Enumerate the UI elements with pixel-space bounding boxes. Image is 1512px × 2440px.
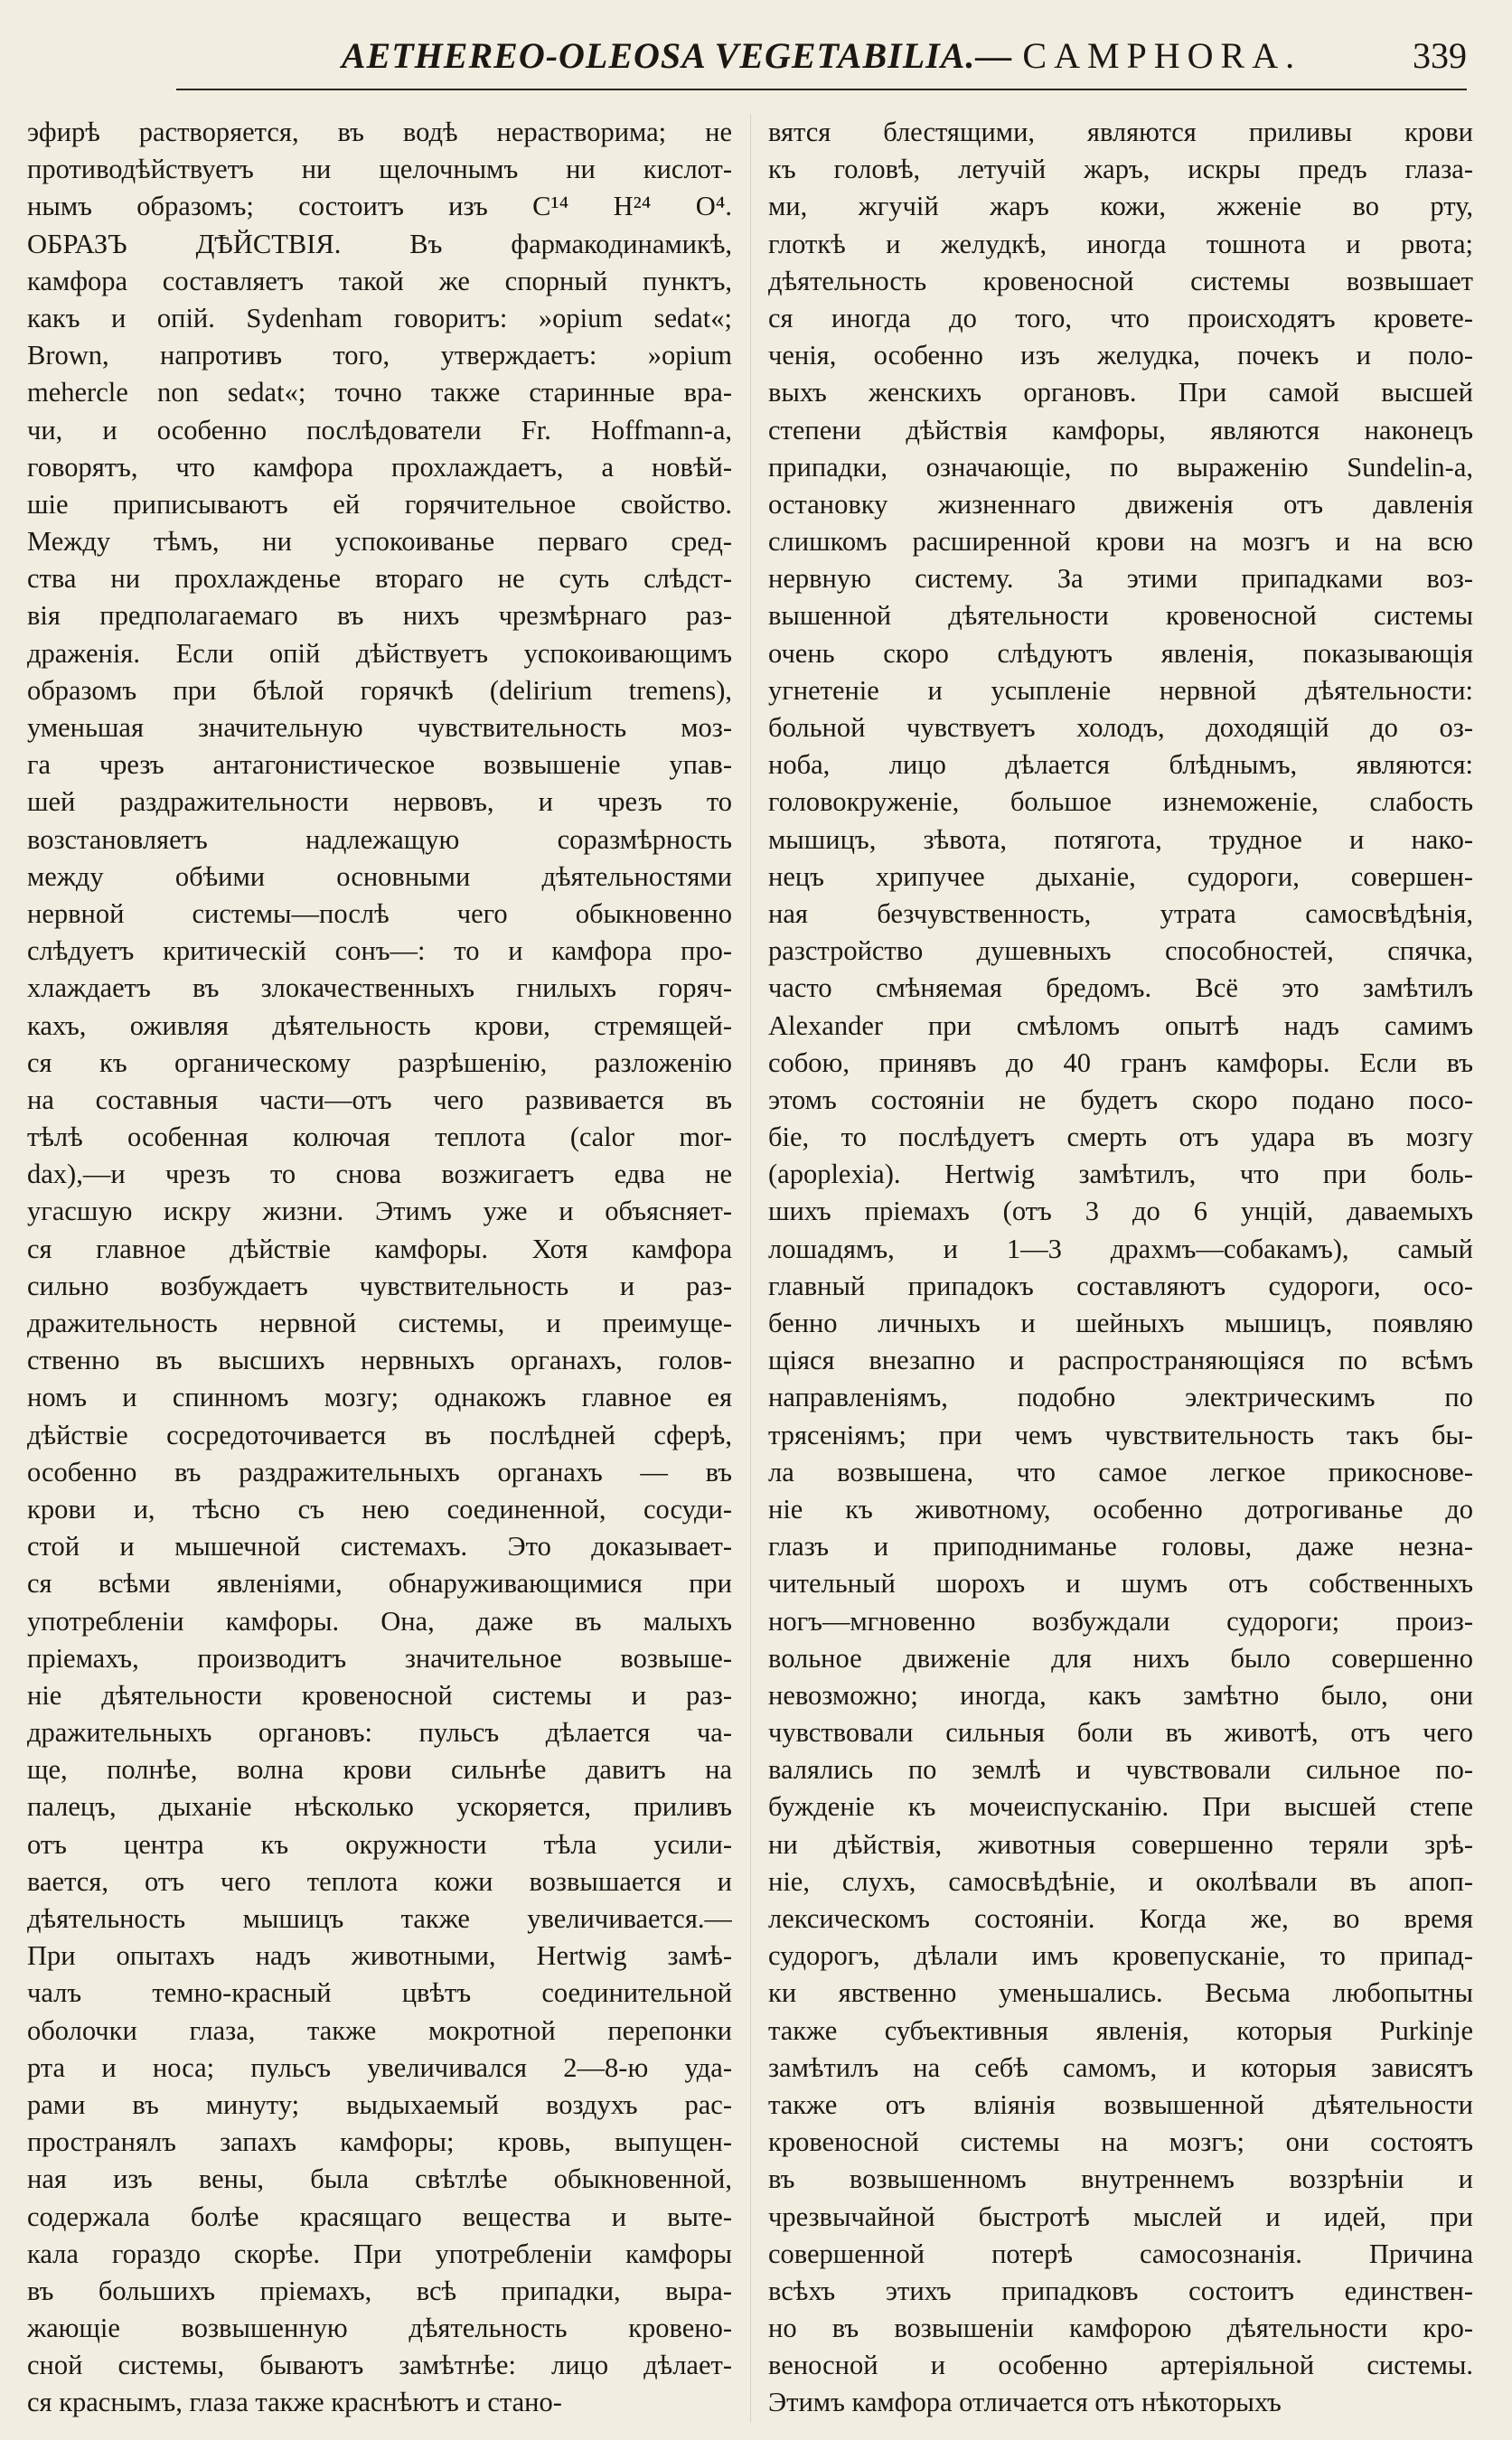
text-line: ки явственно уменьшались. Весьма любопытны bbox=[768, 1977, 1473, 2009]
text-line: чувствовали сильныя боли въ животѣ, отъ чего bbox=[768, 1717, 1473, 1749]
text-line: степени дѣйствія камфоры, являются наконецъ bbox=[768, 414, 1473, 446]
text-line: ще, полнѣе, волна крови сильнѣе давитъ на bbox=[27, 1754, 732, 1786]
text-line: оболочки глаза, также мокротной перепонки bbox=[27, 2014, 732, 2046]
text-line: ная изъ вены, была свѣтлѣе обыкновенной, bbox=[27, 2163, 732, 2195]
text-line: вятся блестящими, являются приливы крови bbox=[768, 117, 1473, 147]
text-line: всѣхъ этихъ припадковъ состоитъ единствен- bbox=[768, 2275, 1473, 2306]
text-line: глазъ и приподниманье головы, даже незна- bbox=[768, 1531, 1473, 1563]
text-line: пріемахъ, производитъ значительное возвыше- bbox=[27, 1642, 732, 1674]
text-line: дѣйствіе сосредоточивается въ послѣдней сферѣ, bbox=[27, 1419, 732, 1450]
text-line: остановку жизненнаго движенія отъ давленія bbox=[768, 488, 1473, 520]
text-line: нецъ хрипучее дыханіе, судороги, совершен- bbox=[768, 860, 1473, 892]
text-line: кала гораздо скорѣе. При употребленіи камфоры bbox=[27, 2238, 732, 2269]
text-line: возстановляетъ надлежащую соразмѣрность bbox=[27, 823, 732, 855]
text-line: Brown, напротивъ того, утверждаетъ: »opium bbox=[27, 340, 732, 371]
text-line: вается, отъ чего теплота кожи возвышается и bbox=[27, 1865, 732, 1897]
text-line: шихъ пріемахъ (отъ 3 до 6 унцій, даваемыхъ bbox=[768, 1196, 1473, 1227]
text-line: образомъ при бѣлой горячкѣ (delirium tremens), bbox=[27, 674, 732, 706]
text-line: на составныя части—отъ чего развивается въ bbox=[27, 1084, 732, 1115]
text-line: угасшую искру жизни. Этимъ уже и объясняет- bbox=[27, 1196, 732, 1227]
text-line: ноба, лицо дѣлается блѣднымъ, являются: bbox=[768, 749, 1473, 781]
text-line: ная безчувственность, утрата самосвѣдѣнія, bbox=[768, 897, 1473, 929]
text-line: шіе приписываютъ ей горячительное свойство. bbox=[27, 488, 732, 520]
text-line: дѣятельность кровеносной системы возвышает bbox=[768, 265, 1473, 296]
text-line: больной чувствуетъ холодъ, доходящій до оз- bbox=[768, 712, 1473, 743]
text-line: ми, жгучій жаръ кожи, жженіе во рту, bbox=[768, 191, 1473, 222]
text-line: веносной и особенно артеріяльной системы. bbox=[768, 2350, 1473, 2381]
running-title bbox=[342, 34, 1301, 77]
text-line: дражительныхъ органовъ: пульсъ дѣлается ча- bbox=[27, 1717, 732, 1749]
text-line: совершенной потерѣ самосознанія. Причина bbox=[768, 2238, 1473, 2269]
text-line: dax),—и чрезъ то снова возжигаетъ едва не bbox=[27, 1159, 732, 1190]
text-line: къ головѣ, летучій жаръ, искры предъ глаза- bbox=[768, 154, 1473, 185]
text-line: въ возвышенномъ внутреннемъ воззрѣніи и bbox=[768, 2163, 1473, 2195]
text-line: рами въ минуту; выдыхаемый воздухъ рас- bbox=[27, 2088, 732, 2120]
text-line: отъ центра къ окружности тѣла усили- bbox=[27, 1828, 732, 1860]
text-line: ственно въ высшихъ нервныхъ органахъ, голов- bbox=[27, 1345, 732, 1376]
text-line: пространялъ запахъ камфоры; кровь, выпущен- bbox=[27, 2126, 732, 2158]
text-line: чи, и особенно послѣдователи Fr. Hoffmann-а, bbox=[27, 414, 732, 446]
text-line: этомъ состояніи не будетъ скоро подано посо- bbox=[768, 1084, 1473, 1115]
text-line: кахъ, оживляя дѣятельность крови, стремящей- bbox=[27, 1009, 732, 1041]
page-number: 339 bbox=[1413, 35, 1467, 76]
text-line: дѣятельность мышицъ также увеличивается.— bbox=[27, 1903, 732, 1934]
text-line: лексическомъ состояніи. Когда же, во время bbox=[768, 1903, 1473, 1934]
text-line: разстройство душевныхъ способностей, спячка, bbox=[768, 935, 1473, 967]
text-line: между обѣими основными дѣятельностями bbox=[27, 860, 732, 892]
text-line: ла возвышена, что самое легкое прикоснове- bbox=[768, 1456, 1473, 1487]
text-line: употребленіи камфоры. Она, даже въ малыхъ bbox=[27, 1605, 732, 1637]
text-line: замѣтилъ на себѣ самомъ, и которыя зависятъ bbox=[768, 2051, 1473, 2083]
text-line: mehercle non sedat«; точно также старинные вра- bbox=[27, 377, 732, 408]
text-line: ся главное дѣйствіе камфоры. Хотя камфора bbox=[27, 1233, 732, 1264]
text-line: уменьшая значительную чувствительность моз- bbox=[27, 712, 732, 743]
text-line: трясеніямъ; при чемъ чувствительность такъ бы- bbox=[768, 1419, 1473, 1450]
text-line: хлаждаетъ въ злокачественныхъ гнилыхъ горяч- bbox=[27, 972, 732, 1004]
text-line: слѣдуетъ критическій сонъ—: то и камфора про- bbox=[27, 935, 732, 967]
text-line: рта и носа; пульсъ увеличивался 2—8-ю уда- bbox=[27, 2051, 732, 2083]
text-line: Между тѣмъ, ни успокоиванье перваго сред- bbox=[27, 526, 732, 558]
text-line: особенно въ раздражительныхъ органахъ — въ bbox=[27, 1456, 732, 1487]
left-text-column bbox=[27, 114, 732, 2422]
text-line: валялись по землѣ и чувствовали сильное по- bbox=[768, 1754, 1473, 1786]
text-line: Alexander при смѣломъ опытѣ надъ самимъ bbox=[768, 1009, 1473, 1041]
text-line: вышенной дѣятельности кровеносной системы bbox=[768, 600, 1473, 632]
text-line: га чрезъ антагонистическое возвышеніе упав- bbox=[27, 749, 732, 781]
text-line: нервной системы—послѣ чего обыкновенно bbox=[27, 897, 732, 929]
text-line: тѣлѣ особенная колючая теплота (calor mor- bbox=[27, 1121, 732, 1153]
text-line: невозможно; иногда, какъ замѣтно было, они bbox=[768, 1679, 1473, 1711]
text-line: камфора составляетъ такой же спорный пунктъ, bbox=[27, 265, 732, 296]
text-line: ни дѣйствія, животныя совершенно теряли зрѣ- bbox=[768, 1828, 1473, 1860]
text-line: нымъ образомъ; состоитъ изъ C¹⁴ H²⁴ O⁴. bbox=[27, 191, 732, 222]
text-line: мышицъ, зѣвота, потягота, трудное и нако- bbox=[768, 823, 1473, 855]
text-line: глоткѣ и желудкѣ, иногда тошнота и рвота; bbox=[768, 228, 1473, 259]
text-line: ногъ—мгновенно возбуждали судороги; произ- bbox=[768, 1605, 1473, 1637]
text-line: лошадямъ, и 1—3 драхмъ—собакамъ), самый bbox=[768, 1233, 1473, 1264]
text-line: угнетеніе и усыпленіе нервной дѣятельности: bbox=[768, 674, 1473, 706]
text-line: также отъ вліянія возвышенной дѣятельности bbox=[768, 2088, 1473, 2120]
text-line: ся всѣми явленіями, обнаруживающимися при bbox=[27, 1568, 732, 1600]
text-line: кровеносной системы на мозгъ; они состоятъ bbox=[768, 2126, 1473, 2158]
text-line: При опытахъ надъ животными, Hertwig замѣ- bbox=[27, 1940, 732, 1972]
text-line: нервную систему. За этими припадками воз- bbox=[768, 563, 1473, 595]
text-line: драженія. Если опій дѣйствуетъ успокоивающимъ bbox=[27, 637, 732, 669]
text-line: стой и мышечной системахъ. Это доказывает- bbox=[27, 1531, 732, 1563]
text-line: біе, то послѣдуетъ смерть отъ удара въ мозгу bbox=[768, 1121, 1473, 1153]
text-line: чалъ темно-красный цвѣтъ соединительной bbox=[27, 1977, 732, 2009]
text-line: очень скоро слѣдуютъ явленія, показывающія bbox=[768, 637, 1473, 669]
text-line: вія предполагаемаго въ нихъ чрезмѣрнаго раз- bbox=[27, 600, 732, 632]
text-line: какъ и опій. Sydenham говоритъ: »opium sedat«; bbox=[27, 302, 732, 333]
text-line: сильно возбуждаетъ чувствительность и раз- bbox=[27, 1270, 732, 1301]
text-line: эфирѣ растворяется, въ водѣ нерастворима; не bbox=[27, 117, 732, 147]
running-title-sub: CAMPHORA. bbox=[1022, 35, 1302, 76]
text-line: ся краснымъ, глаза также краснѣютъ и стано- bbox=[27, 2387, 562, 2418]
text-line: шей раздражительности нервовъ, и чрезъ то bbox=[27, 786, 732, 818]
text-line: ОБРАЗЪ ДѢЙСТВІЯ. Въ фармакодинамикѣ, bbox=[27, 228, 732, 259]
text-line: ніе къ животному, особенно дотрогиванье до bbox=[768, 1493, 1473, 1525]
text-line: также субъективныя явленія, которыя Purkinje bbox=[768, 2014, 1473, 2046]
text-line: жающіе возвышенную дѣятельность кровено- bbox=[27, 2313, 732, 2344]
text-line: ся иногда до того, что происходятъ кровете- bbox=[768, 302, 1473, 333]
text-line: чительный шорохъ и шумъ отъ собственныхъ bbox=[768, 1568, 1473, 1600]
text-line: ства ни прохлажденье втораго не суть слѣдст- bbox=[27, 563, 732, 595]
running-title-main: AETHEREO-OLEOSA VEGETABILIA.— bbox=[341, 35, 1013, 76]
text-line: часто смѣняемая бредомъ. Всё это замѣтилъ bbox=[768, 972, 1473, 1004]
text-line: собою, принявъ до 40 гранъ камфоры. Если въ bbox=[768, 1046, 1473, 1078]
text-line: крови и, тѣсно съ нею соединенной, сосуди- bbox=[27, 1493, 732, 1525]
text-line: палецъ, дыханіе нѣсколько ускоряется, приливъ bbox=[27, 1791, 732, 1823]
text-line: въ большихъ пріемахъ, всѣ припадки, выра- bbox=[27, 2275, 732, 2306]
text-line: ніе, слухъ, самосвѣдѣніе, и околѣвали въ апоп- bbox=[768, 1865, 1473, 1897]
text-line: бенно личныхъ и шейныхъ мышицъ, появляю bbox=[768, 1308, 1473, 1338]
text-line: сной системы, бываютъ замѣтнѣе: лицо дѣлает- bbox=[27, 2350, 732, 2381]
text-line: содержала болѣе красящаго вещества и выте- bbox=[27, 2201, 732, 2232]
text-line: говорятъ, что камфора прохлаждаетъ, а новѣй- bbox=[27, 451, 732, 483]
text-line: главный припадокъ составляютъ судороги, осо- bbox=[768, 1270, 1473, 1301]
text-line: направленіямъ, подобно электрическимъ по bbox=[768, 1382, 1473, 1413]
text-line: ся къ органическому разрѣшенію, разложенію bbox=[27, 1046, 732, 1078]
text-line: припадки, означающіе, по выраженію Sundelin-а, bbox=[768, 451, 1473, 483]
text-line: вольное движеніе для нихъ было совершенно bbox=[768, 1642, 1473, 1674]
text-line: выхъ женскихъ органовъ. При самой высшей bbox=[768, 377, 1473, 408]
text-line: судорогъ, дѣлали имъ кровепусканіе, то припад- bbox=[768, 1940, 1473, 1972]
text-line: Этимъ камфора отличается отъ нѣкоторыхъ bbox=[768, 2387, 1282, 2418]
text-line: бужденіе къ мочеиспусканію. При высшей степе bbox=[768, 1791, 1473, 1823]
column-divider bbox=[750, 114, 751, 2423]
text-line: щіяся внезапно и распространяющіяся по всѣмъ bbox=[768, 1345, 1473, 1376]
text-line: противодѣйствуетъ ни щелочнымъ ни кислот- bbox=[27, 154, 732, 185]
text-line: (apoplexia). Hertwig замѣтилъ, что при боль- bbox=[768, 1159, 1473, 1190]
text-line: ченія, особенно изъ желудка, почекъ и поло- bbox=[768, 340, 1473, 371]
text-line: чрезвычайной быстротѣ мыслей и идей, при bbox=[768, 2201, 1473, 2232]
page-header bbox=[176, 34, 1467, 90]
text-line: дражительность нервной системы, и преимуще- bbox=[27, 1308, 732, 1338]
right-text-column bbox=[768, 114, 1473, 2422]
text-line: головокруженіе, большое изнеможеніе, слабость bbox=[768, 786, 1473, 818]
text-line: но въ возвышеніи камфорою дѣятельности кро- bbox=[768, 2313, 1473, 2344]
text-line: слишкомъ расширенной крови на мозгъ и на всю bbox=[768, 526, 1473, 558]
text-line: ніе дѣятельности кровеносной системы и раз- bbox=[27, 1679, 732, 1711]
text-line: номъ и спинномъ мозгу; однакожъ главное ея bbox=[27, 1382, 732, 1413]
